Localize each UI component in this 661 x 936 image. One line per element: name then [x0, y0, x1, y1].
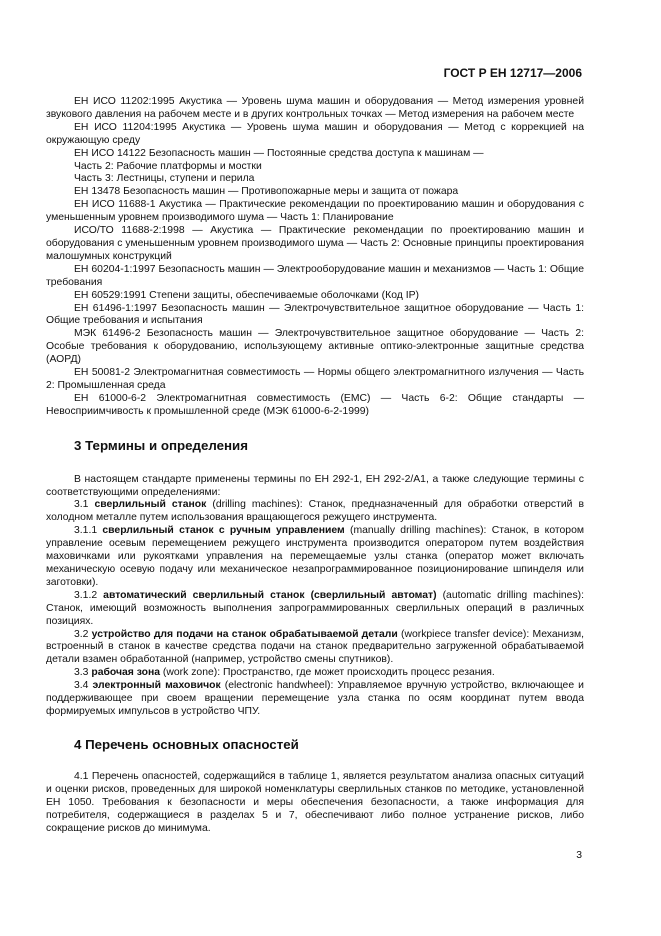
reference-item: ЕН ИСО 11688-1 Акустика — Практические рекомендации по проектированию машин и оборудования с уменьшенным уровнем производимого шума — Часть 1: Планирование	[46, 199, 584, 224]
hazards-paragraph: 4.1 Перечень опасностей, содержащийся в таблице 1, является результатом анализа опасных ситуаций и оценки рисков, проведенных для широкой номенклатуры сверлильных станков по методике, установленной ЕН 1050. Требования к безопасности и меры обеспечения безопасности, а также информация для потребителя, содержащиеся в разделах 5 и 7, обеспечивают либо полное устранение рисков, либо сокращение рисков до минимума.	[46, 770, 584, 834]
term-text: (drilling machines): Станок, предназначенный для обработки отверстий в холодном металле путем использования вращающегося режущего инструмента.	[46, 499, 584, 524]
reference-item: МЭК 61496-2 Безопасность машин — Электрочувствительное защитное оборудование — Часть 2: Особые требования к оборудованию, использующему активные оптико-электронные защитные средства (АОРД)	[46, 328, 584, 366]
reference-item: ЕН ИСО 11202:1995 Акустика — Уровень шума машин и оборудования — Метод измерения уровней звукового давления на рабочем месте и в других контрольных точках — Метод измерения на рабочем месте	[46, 96, 584, 120]
term-number: 3.3	[74, 667, 89, 679]
term-definition	[46, 680, 584, 719]
term-number: 3.1	[74, 499, 89, 511]
terms-section	[46, 474, 584, 719]
section-heading-terms: 3 Термины и определения	[74, 437, 248, 453]
page-content	[46, 96, 584, 835]
term-name: автоматический сверлильный станок (сверлильный автомат)	[103, 589, 437, 601]
reference-item: ЕН ИСО 11204:1995 Акустика — Уровень шума машин и оборудования — Метод с коррекцией на окружающую среду	[46, 121, 584, 146]
term-number: 3.1.1	[74, 525, 98, 537]
reference-item: ЕН 13478 Безопасность машин — Противопожарные меры и защита от пожара	[74, 186, 459, 198]
term-text: (manually drilling machines): Станок, в котором управление осевым перемещением режущего инструмента производится оператором путем воздействия маховичками или рукоятками управления на перемещаемые узлы станка (оператор может включать механическую осевую подачу или механическое незапрограммированное позиционирование шпинделя или заготовки).	[46, 525, 584, 588]
term-text: (electronic handwheel): Управляемое вручную устройство, включающее и поддерживающее при своем вращении перемещение узла станка по осям координат путем ввода формируемых импульсов в устройство ЧПУ.	[46, 680, 584, 717]
term-definition	[46, 499, 584, 525]
page-number: 3	[576, 850, 582, 861]
term-definition	[46, 667, 584, 680]
term-number: 3.1.2	[74, 589, 98, 601]
normative-references	[46, 96, 584, 419]
reference-item: ЕН 61000-6-2 Электромагнитная совместимость (EMC) — Часть 6-2: Общие стандарты — Невосприимчивость к промышленной среде (МЭК 61000-6-2-1999)	[46, 392, 584, 417]
term-name: электронный маховичок	[92, 680, 221, 692]
term-name: сверлильный станок с ручным управлением	[102, 525, 345, 537]
term-definition	[46, 525, 584, 590]
reference-item: ИСО/ТО 11688-2:1998 — Акустика — Практические рекомендации по проектированию машин и оборудования с уменьшенным уровнем производимого шума — Часть 2: Основные принципы проектирования малошумных конструкций	[46, 225, 584, 262]
reference-item: Часть 2: Рабочие платформы и мостки	[74, 160, 262, 172]
term-number: 3.4	[74, 680, 89, 692]
section-heading-hazards: 4 Перечень основных опасностей	[74, 736, 299, 752]
reference-item: ЕН 50081-2 Электромагнитная совместимость — Нормы общего электромагнитного излучения — Часть 2: Промышленная среда	[46, 367, 584, 391]
reference-item: ЕН 61496-1:1997 Безопасность машин — Электрочувствительное защитное оборудование — Часть 1: Общие требования и испытания	[46, 302, 584, 327]
term-name: сверлильный станок	[94, 499, 207, 511]
term-number: 3.2	[74, 628, 89, 640]
reference-item: ЕН 60204-1:1997 Безопасность машин — Электрооборудование машин и механизмов — Часть 1: Общие требования	[46, 263, 584, 288]
term-name: рабочая зона	[91, 667, 161, 679]
reference-item: ЕН ИСО 14122 Безопасность машин — Постоянные средства доступа к машинам —	[74, 147, 484, 159]
terms-intro: В настоящем стандарте применены термины по ЕН 292-1, ЕН 292-2/А1, а также следующие термины с соответствующими определениями:	[46, 473, 584, 498]
term-text: (work zone): Пространство, где может происходить процесс резания.	[160, 667, 495, 679]
reference-item: ЕН 60529:1991 Степени защиты, обеспечиваемые оболочками (Код IP)	[74, 289, 419, 301]
term-definition	[46, 629, 584, 668]
reference-item: Часть 3: Лестницы, ступени и перила	[74, 173, 255, 185]
term-text: (workpiece transfer device): Механизм, встроенный в станок в качестве средства подачи на станок предварительно загруженной обрабатываемой детали взамен обработанной (например, устройство смены спутников).	[46, 628, 584, 666]
term-definition	[46, 590, 584, 629]
term-name: устройство для подачи на станок обрабатываемой детали	[91, 628, 398, 640]
document-header: ГОСТ Р ЕН 12717—2006	[443, 66, 582, 80]
term-text: (automatic drilling machines): Станок, имеющий возможность выполнения запрограммированных сверлильных операций в различных позициях.	[46, 589, 584, 627]
